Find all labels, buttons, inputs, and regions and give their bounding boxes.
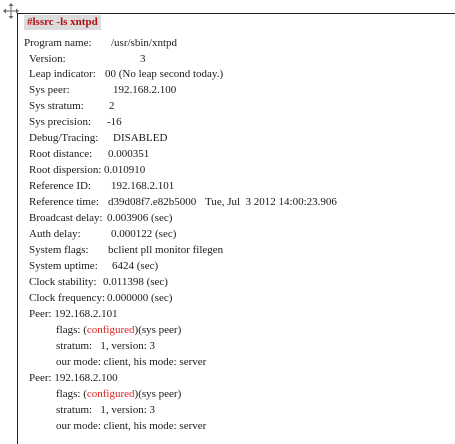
peer-label: Peer: — [29, 308, 52, 320]
peer-flags-label: flags: — [56, 388, 81, 400]
version-label: Version: — [29, 53, 66, 65]
peer-address: 192.168.2.101 — [54, 308, 118, 320]
peer-flags-open: ( — [83, 388, 87, 400]
program-name-value: /usr/sbin/xntpd — [111, 37, 178, 49]
sys-peer-value: 192.168.2.100 — [113, 84, 177, 96]
system-flags-label: System flags: — [29, 244, 89, 256]
peer-stratum-value: 1, version: 3 — [100, 404, 156, 416]
system-uptime-value: 6424 (sec) — [112, 260, 159, 272]
sys-stratum-value: 2 — [109, 100, 115, 112]
sys-stratum-label: Sys stratum: — [29, 100, 84, 112]
peer-mode — [56, 419, 206, 433]
peer-flags-rest: )(sys peer) — [134, 388, 182, 400]
reference-id-value: 192.168.2.101 — [111, 180, 175, 192]
auth-delay-label: Auth delay: — [29, 228, 81, 240]
clock-stability-label: Clock stability: — [29, 276, 97, 288]
debug-tracing-label: Debug/Tracing: — [29, 132, 99, 144]
leap-indicator-value: 00 (No leap second today.) — [105, 68, 224, 80]
peer-flags — [56, 387, 181, 401]
peer-flags-configured: configured — [86, 324, 135, 336]
reference-time-value: d39d08f7.e82b5000 — [108, 196, 197, 208]
peer-label: Peer: — [29, 372, 52, 384]
peer-header — [29, 307, 118, 321]
system-flags-value: bclient pll monitor filegen — [108, 244, 224, 256]
sys-precision-value: -16 — [107, 116, 122, 128]
peer-mode-label: our mode: — [56, 356, 101, 368]
peer-address: 192.168.2.100 — [54, 372, 118, 384]
peer-stratum-label: stratum: — [56, 404, 93, 416]
reference-time-label: Reference time: — [29, 196, 99, 208]
root-dispersion-label: Root dispersion: — [29, 164, 102, 176]
peer-flags-configured: configured — [86, 388, 135, 400]
leap-indicator-label: Leap indicator: — [29, 68, 96, 80]
peer-flags — [56, 323, 181, 337]
peer-mode-label: our mode: — [56, 420, 101, 432]
command-line: #lssrc -ls xntpd — [24, 15, 101, 30]
clock-frequency-value: 0.000000 (sec) — [107, 292, 173, 304]
peer-flags-label: flags: — [56, 324, 81, 336]
program-name-label: Program name: — [24, 37, 92, 49]
sys-precision-label: Sys precision: — [29, 116, 92, 128]
peer-mode-value: client, his mode: server — [103, 420, 207, 432]
version-value: 3 — [140, 53, 146, 65]
root-distance-label: Root distance: — [29, 148, 93, 160]
clock-frequency-label: Clock frequency: — [29, 292, 106, 304]
sys-peer-label: Sys peer: — [29, 84, 70, 96]
peer-stratum — [56, 339, 155, 353]
peer-stratum — [56, 403, 155, 417]
reference-time-date: Tue, Jul 3 2012 14:00:23.906 — [205, 196, 337, 208]
broadcast-delay-label: Broadcast delay: — [29, 212, 103, 224]
peer-mode-value: client, his mode: server — [103, 356, 207, 368]
peer-flags-rest: )(sys peer) — [134, 324, 182, 336]
auth-delay-value: 0.000122 (sec) — [111, 228, 177, 240]
reference-id-label: Reference ID: — [29, 180, 91, 192]
root-distance-value: 0.000351 — [108, 148, 150, 160]
peer-stratum-value: 1, version: 3 — [100, 340, 156, 352]
peer-header — [29, 371, 118, 385]
broadcast-delay-value: 0.003906 (sec) — [107, 212, 173, 224]
peer-stratum-label: stratum: — [56, 340, 93, 352]
root-dispersion-value: 0.010910 — [104, 164, 146, 176]
system-uptime-label: System uptime: — [29, 260, 98, 272]
peer-flags-open: ( — [83, 324, 87, 336]
clock-stability-value: 0.011398 (sec) — [103, 276, 168, 288]
debug-tracing-value: DISABLED — [113, 132, 168, 144]
peer-mode — [56, 355, 206, 369]
